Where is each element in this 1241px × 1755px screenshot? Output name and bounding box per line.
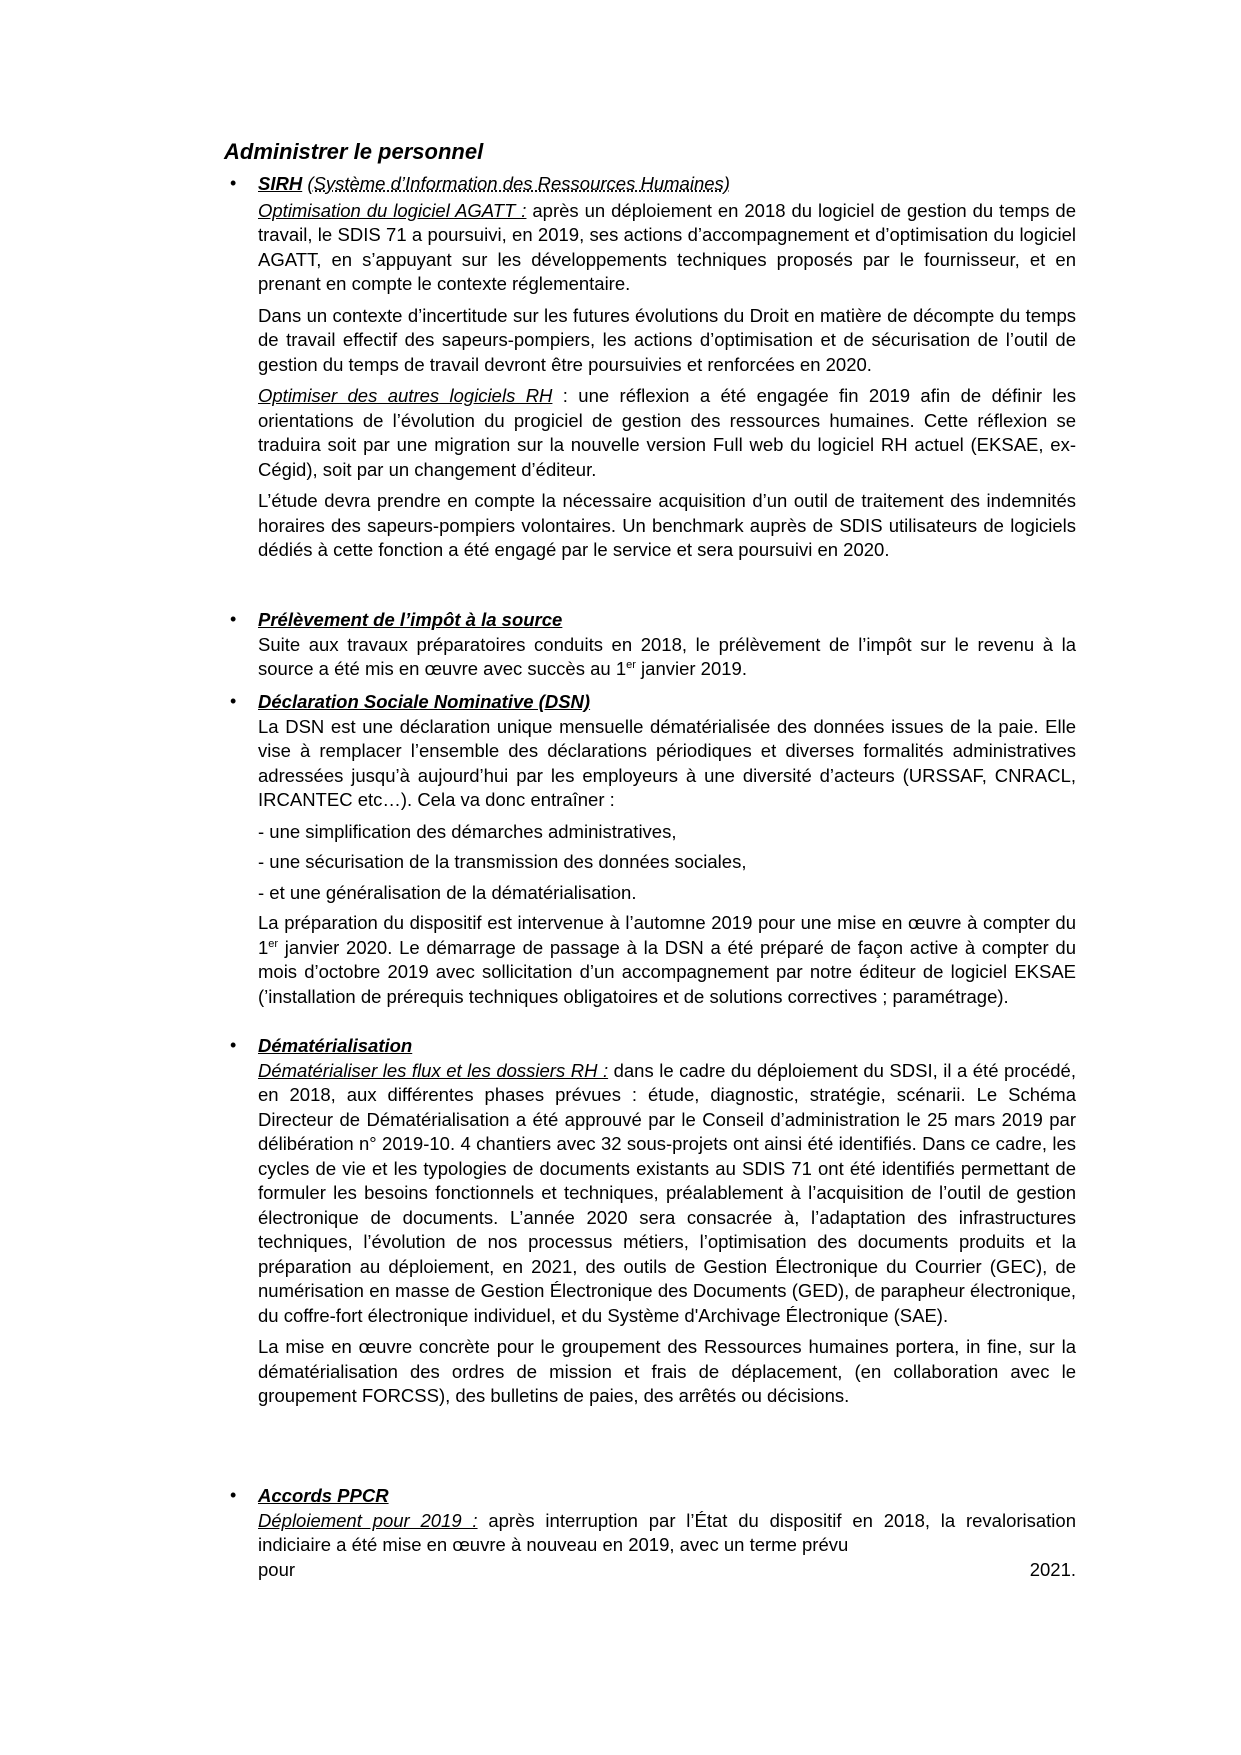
bullet-icon: • [230,609,237,629]
paragraph: Suite aux travaux préparatoires conduits en 2018, le prélèvement de l’impôt sur le revenu à la source a été mis en œuvre avec succès au 1er janvier 2019. [258,633,1076,679]
bullet-icon: • [230,691,237,711]
dsn-list [258,820,1076,906]
bullet-icon: • [230,1485,237,1505]
paragraph-last-line: pour 2021. [258,1558,1076,1580]
paragraph: Dématérialiser les flux et les dossiers RH : dans le cadre du déploiement du SDSI, il a été procédé, en 2018, aux différentes phases prévues : étude, diagnostic, stratégie, scénarii. Le Schéma Directeur de Dématérialisation a été approuvé par le Conseil d’administration le 25 mars 2019 par délibération n° 2019-10. 4 chantiers avec 32 sous-projets ont ainsi été identifiés. Dans ce cadre, les cycles de vie et les typologies de documents existants au SDIS 71 ont été identifiés permettant de formuler les besoins fonctionnels et techniques, préalablement à l’acquisition de l’outil de gestion électronique de documents. L’année 2020 sera consacrée à, l’adaptation des infrastructures techniques, l’évolution de nos processus métiers, l’optimisation des documents produits et la préparation au déploiement, en 2021, des outils de Gestion Électronique du Courrier (GEC), de numérisation en masse de Gestion Électronique des Documents (GED), de parapheur électronique, du coffre-fort électronique individuel, et du Système d'Archivage Électronique (SAE). [258,1059,1076,1326]
section-subtitle: (Système d’Information des Ressources Humaines) [307,173,730,194]
list-item: - et une généralisation de la dématérialisation. [258,881,637,903]
paragraph: La préparation du dispositif est intervenue à l’automne 2019 pour une mise en œuvre à compter du 1er janvier 2020. Le démarrage de passage à la DSN a été préparé de façon active à compter du mois d’octobre 2019 avec sollicitation d’un accompagnement par notre éditeur de logiciel EKSAE (’installation de prérequis techniques obligatoires et de solutions correctives ; paramétrage). [258,912,1076,1007]
paragraph: Dans un contexte d’incertitude sur les futures évolutions du Droit en matière de décompte du temps de travail effectif des sapeurs-pompiers, les actions d’optimisation et de sécurisation de l’outil de gestion du temps de travail devront être poursuivies et renforcées en 2020. [258,304,1076,375]
paragraph: Optimisation du logiciel AGATT : après un déploiement en 2018 du logiciel de gestion du temps de travail, le SDIS 71 a poursuivi, en 2019, ses actions d’accompagnement et d’optimisation du logiciel AGATT, en s’appuyant sur les développements techniques proposés par le fournisseur, et en prenant en compte le contexte réglementaire. [258,199,1076,294]
paragraph: Déploiement pour 2019 : après interruption par l’État du dispositif en 2018, la revalorisation indiciaire a été mise en œuvre à nouveau en 2019, avec un terme prévu [258,1509,1076,1555]
section-title: Dématérialisation [258,1035,413,1056]
section-title: Déclaration Sociale Nominative (DSN) [258,691,591,712]
page-heading: Administrer le personnel [224,139,484,164]
section-title: Prélèvement de l’impôt à la source [258,609,563,630]
section-title: Accords PPCR [258,1485,389,1506]
bullet-icon: • [230,1035,237,1055]
section-title: SIRH [258,173,303,194]
list-item: - une sécurisation de la transmission des données sociales, [258,851,747,872]
list-item: - une simplification des démarches administratives, [258,820,677,842]
paragraph: L’étude devra prendre en compte la nécessaire acquisition d’un outil de traitement des indemnités horaires des sapeurs-pompiers volontaires. Un benchmark auprès de SDIS utilisateurs de logiciels dédiés à cette fonction a été engagé par le service et sera poursuivi en 2020. [258,490,1076,560]
bullet-icon: • [230,173,237,193]
paragraph: La mise en œuvre concrète pour le groupement des Ressources humaines portera, in fine, sur la dématérialisation des ordres de mission et frais de déplacement, (en collaboration avec le groupement FORCSS), des bulletins de paies, des arrêtés ou décisions. [258,1336,1076,1406]
paragraph: La DSN est une déclaration unique mensuelle dématérialisée des données issues de la paie. Elle vise à remplacer l’ensemble des déclarations périodiques et diverses formalités administratives adressées jusqu’à aujourd’hui par les employeurs à une diversité d’acteurs (URSSAF, CNRACL, IRCANTEC etc…). Cela va donc entraîner : [258,715,1076,810]
paragraph: Optimiser des autres logiciels RH : une réflexion a été engagée fin 2019 afin de définir les orientations de l’évolution du progiciel de gestion des ressources humaines. Cette réflexion se traduira soit par une migration sur la nouvelle version Full web du logiciel RH actuel (EKSAE, ex-Cégid), soit par un changement d’éditeur. [258,385,1076,480]
